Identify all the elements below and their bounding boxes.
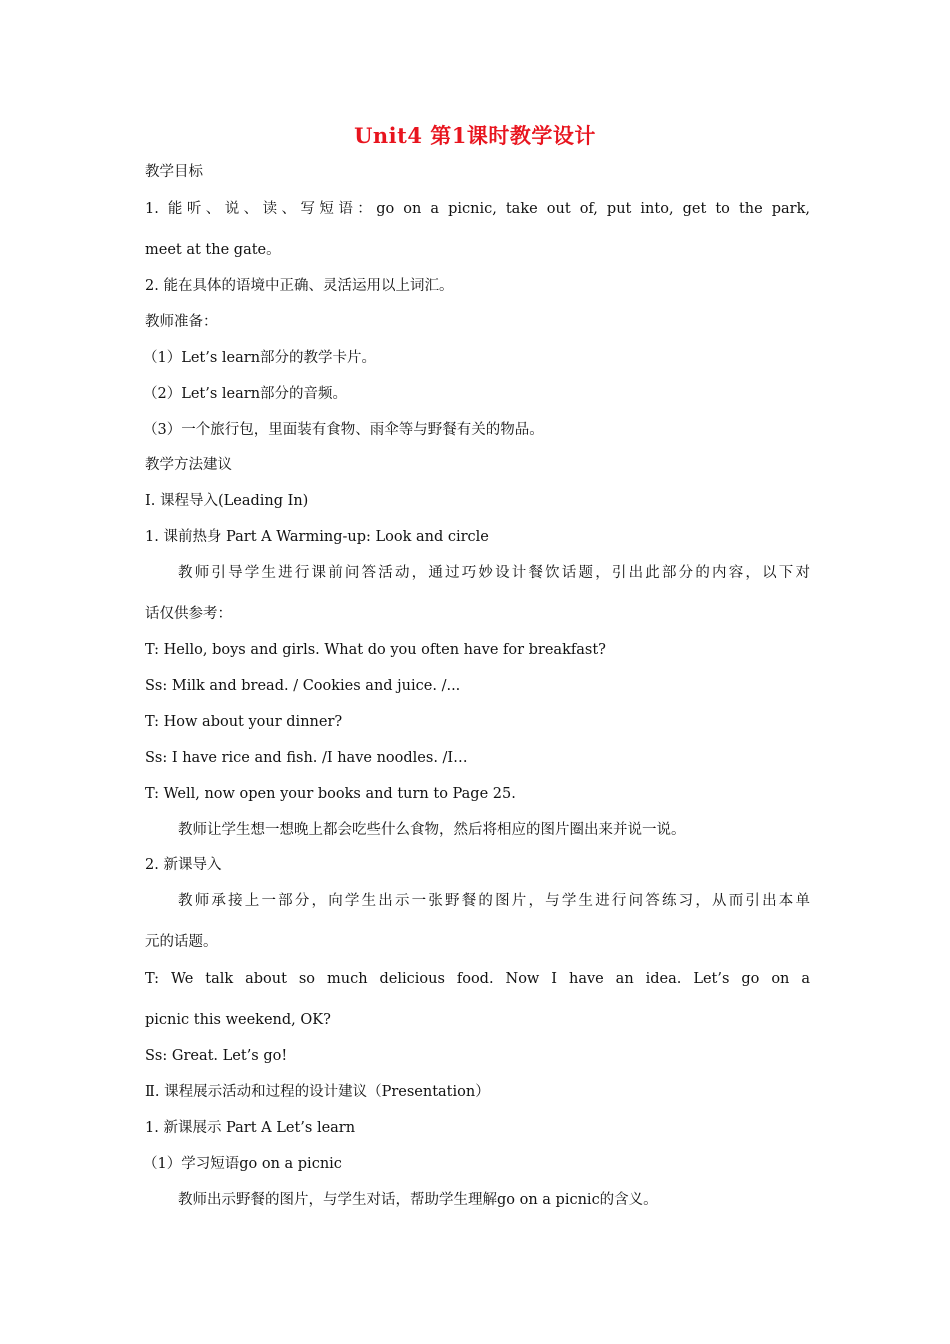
dialogue-line: T: We talk about so much delicious food. Now I have an idea. Let’s go on a (145, 971, 810, 987)
preparation-item-2: （2）Let’s learn部分的音频。 (143, 386, 348, 402)
part-2-heading: Ⅱ. 课程展示活动和过程的设计建议（Presentation） (145, 1084, 490, 1100)
phrase-learning-heading: （1）学习短语go on a picnic (143, 1156, 342, 1172)
part-1-heading: I. 课程导入(Leading In) (145, 493, 309, 509)
phrase-learning-paragraph: 教师出示野餐的图片，与学生对话，帮助学生理解go on a picnic的含义。 (178, 1192, 658, 1208)
section-heading-methods: 教学方法建议 (145, 457, 232, 473)
warming-up-heading: 1. 课前热身 Part A Warming-up: Look and circle (145, 529, 489, 545)
dialogue-line: picnic this weekend, OK? (145, 1012, 331, 1028)
dialogue-line: Ss: I have rice and fish. /I have noodles. /I… (145, 750, 468, 766)
new-lesson-intro-paragraph-cont: 元的话题。 (145, 934, 218, 950)
new-lesson-intro-paragraph: 教师承接上一部分，向学生出示一张野餐的图片，与学生进行问答练习，从而引出本单 (178, 893, 810, 909)
dialogue-line: T: Hello, boys and girls. What do you often have for breakfast? (145, 642, 606, 658)
section-heading-objectives: 教学目标 (145, 164, 203, 180)
objective-1-cont: meet at the gate。 (145, 242, 281, 258)
warming-up-paragraph: 教师引导学生进行课前问答活动，通过巧妙设计餐饮话题，引出此部分的内容，以下对 (178, 565, 810, 581)
objective-2: 2. 能在具体的语境中正确、灵活运用以上词汇。 (145, 278, 454, 294)
preparation-item-1: （1）Let’s learn部分的教学卡片。 (143, 350, 377, 366)
objective-1: 1. 能听、说、读、写短语：go on a picnic, take out of, put into, get to the park, (145, 201, 810, 217)
preparation-item-3: （3）一个旅行包，里面装有食物、雨伞等与野餐有关的物品。 (143, 422, 544, 438)
section-heading-preparation: 教师准备： (145, 314, 218, 330)
dialogue-line: T: How about your dinner? (145, 714, 343, 730)
dialogue-line: T: Well, now open your books and turn to Page 25. (145, 786, 516, 802)
warming-up-paragraph-cont: 话仅供参考： (145, 606, 232, 622)
document-title: Unit4 第1课时教学设计 (354, 123, 596, 148)
warming-up-instruction: 教师让学生想一想晚上都会吃些什么食物，然后将相应的图片圈出来并说一说。 (178, 822, 686, 838)
dialogue-line: Ss: Milk and bread. / Cookies and juice. /... (145, 678, 461, 694)
presentation-heading: 1. 新课展示 Part A Let’s learn (145, 1120, 356, 1136)
new-lesson-intro-heading: 2. 新课导入 (145, 857, 222, 873)
dialogue-line: Ss: Great. Let’s go! (145, 1048, 288, 1064)
